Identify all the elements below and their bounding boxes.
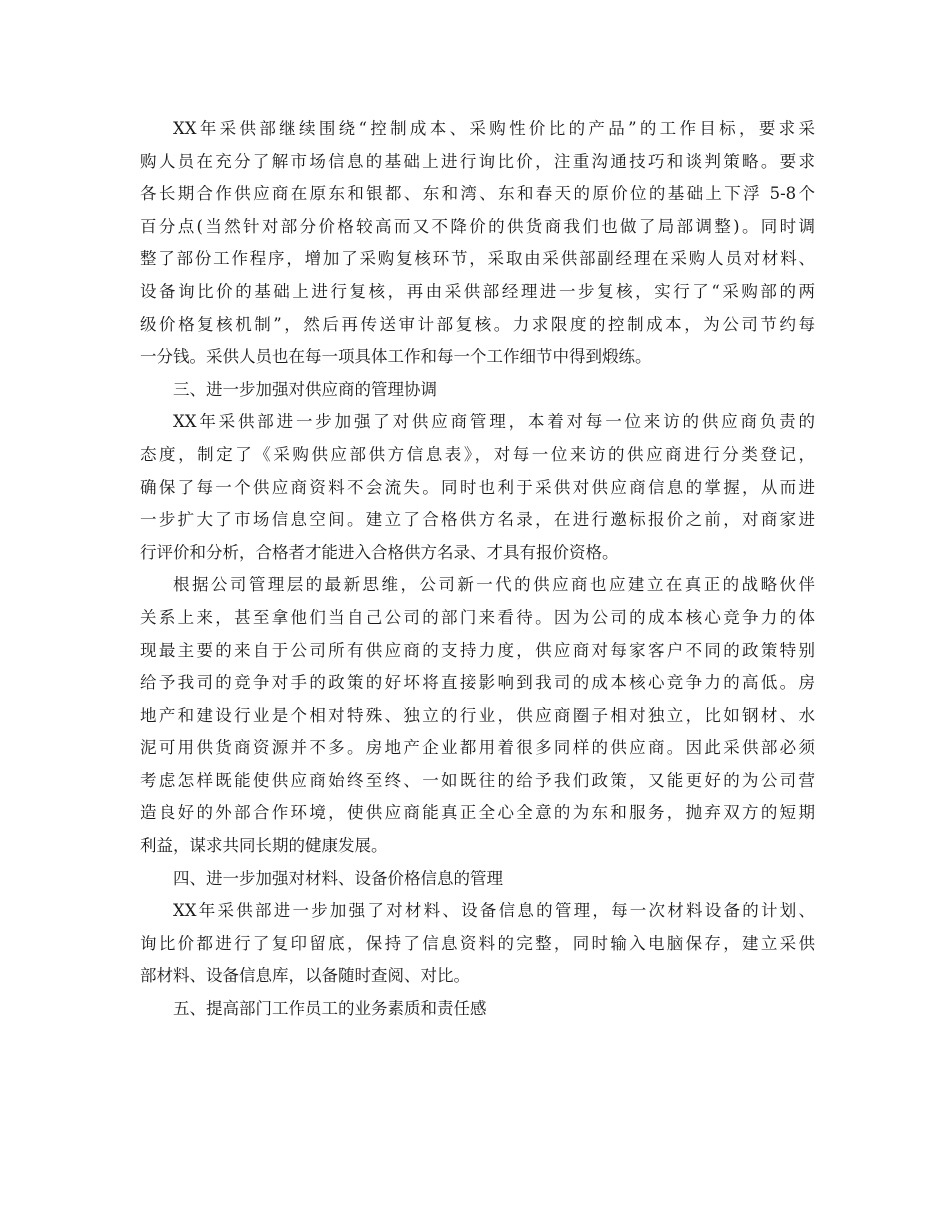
paragraph-line: 利益，谋求共同长期的健康发展。 (140, 836, 388, 856)
paragraph-line: 确保了每一个供应商资料不会流失。同时也利于采供对供应商信息的掌握，从而进 (140, 477, 815, 497)
paragraph-price-information (140, 895, 815, 993)
paragraph-line: 关系上来，甚至拿他们当自己公司的部门来看待。因为公司的成本核心竞争力的体 (140, 607, 815, 627)
paragraph-line: 行评价和分析，合格者才能进入合格供方名录、才具有报价资格。 (140, 542, 619, 562)
paragraph-strategic-partnership (140, 569, 815, 862)
paragraph-line: 地产和建设行业是个相对特殊、独立的行业，供应商圈子相对独立，比如钢材、水 (140, 705, 815, 725)
paragraph-line: 各长期合作供应商在原东和银都、东和湾、东和春天的原价位的基础上下浮 5-8个 (140, 184, 815, 204)
section-heading-supplier-management: 三、进一步加强对供应商的管理协调 (173, 379, 437, 399)
paragraph-line: 询比价都进行了复印留底，保持了信息资料的完整，同时输入电脑保存，建立采供 (140, 933, 815, 953)
paragraph-line: 设备询比价的基础上进行复核，再由采供部经理进一步复核，实行了“采购部的两 (140, 281, 815, 301)
paragraph-cost-control (140, 113, 815, 374)
document-body (140, 113, 815, 1026)
paragraph-line: 购人员在充分了解市场信息的基础上进行询比价，注重沟通技巧和谈判策略。要求 (140, 151, 815, 171)
paragraph-line: 态度，制定了《采购供应部供方信息表》，对每一位来访的供应商进行分类登记， (140, 444, 815, 464)
paragraph-line: 根据公司管理层的最新思维，公司新一代的供应商也应建立在真正的战略伙伴 (173, 575, 815, 595)
paragraph-line: XX年采供部进一步加强了对材料、设备信息的管理，每一次材料设备的计划、 (173, 901, 815, 921)
paragraph-line: 考虑怎样既能使供应商始终至终、一如既往的给予我们政策，又能更好的为公司营 (140, 770, 815, 790)
paragraph-line: XX年采供部继续围绕“控制成本、采购性价比的产品”的工作目标，要求采 (173, 119, 815, 138)
paragraph-line: 给予我司的竞争对手的政策的好坏将直接影响到我司的成本核心竞争力的高低。房 (140, 673, 815, 693)
paragraph-line: 现最主要的来自于公司所有供应商的支持力度，供应商对每家客户不同的政策特别 (140, 640, 815, 660)
paragraph-line: 百分点(当然针对部分价格较高而又不降价的供货商我们也做了局部调整)。同时调 (140, 216, 815, 236)
paragraph-line: 级价格复核机制”，然后再传送审计部复核。力求限度的控制成本，为公司节约每 (140, 314, 815, 334)
paragraph-line: 部材料、设备信息库，以备随时查阅、对比。 (140, 966, 470, 986)
paragraph-line: 一步扩大了市场信息空间。建立了合格供方名录，在进行邀标报价之前，对商家进 (140, 510, 815, 530)
section-heading-price-information: 四、进一步加强对材料、设备价格信息的管理 (173, 868, 503, 888)
paragraph-line: 造良好的外部合作环境，使供应商能真正全心全意的为东和服务，抛弃双方的短期 (140, 803, 815, 823)
paragraph-supplier-management (140, 406, 815, 569)
paragraph-line: XX年采供部进一步加强了对供应商管理，本着对每一位来访的供应商负责的 (173, 412, 815, 432)
paragraph-line: 一分钱。采供人员也在每一项具体工作和每一个工作细节中得到煅练。 (140, 347, 652, 367)
paragraph-line: 整了部份工作程序，增加了采购复核环节，采取由采供部副经理在采购人员对材料、 (140, 249, 815, 269)
paragraph-line: 泥可用供货商资源并不多。房地产企业都用着很多同样的供应商。因此采供部必须 (140, 738, 815, 758)
section-heading-staff-quality: 五、提高部门工作员工的业务素质和责任感 (173, 999, 487, 1019)
